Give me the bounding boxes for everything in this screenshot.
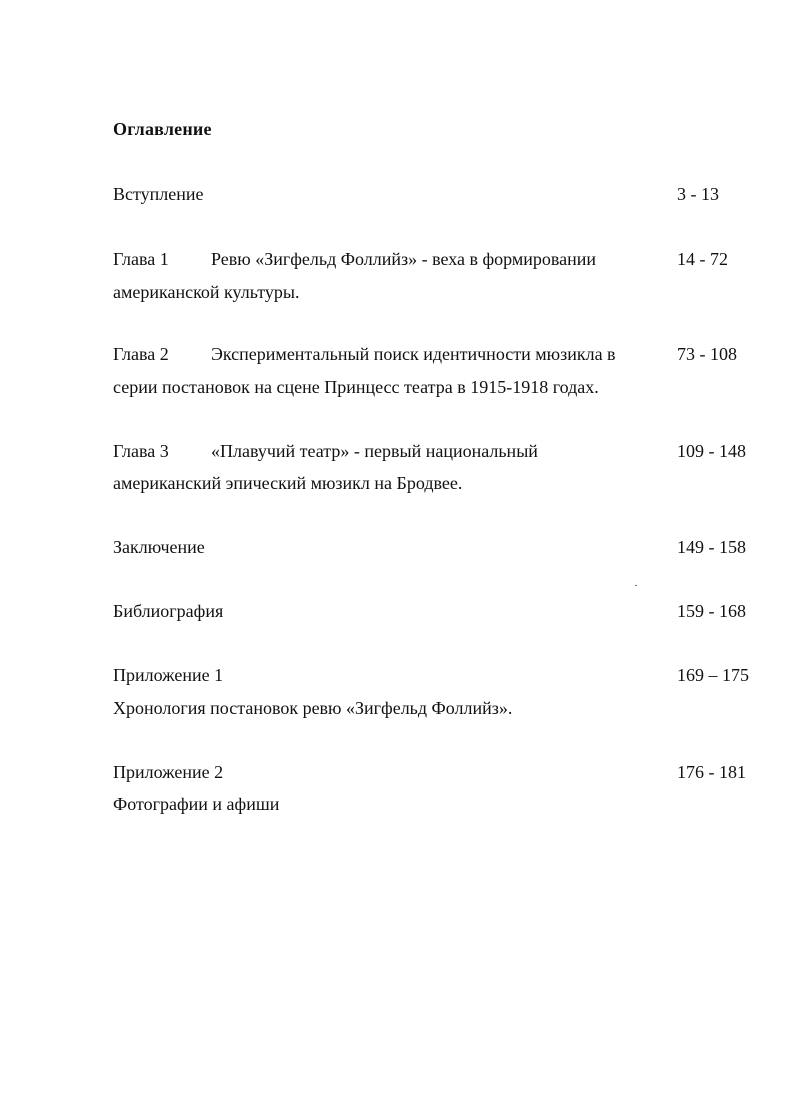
toc-entry-continuation: серии постановок на сцене Принцесс театра в 1915-1918 годах. xyxy=(113,377,599,397)
scan-speck xyxy=(635,585,637,586)
toc-entry-continuation: Фотографии и афиши xyxy=(113,794,280,814)
toc-entry-label: Приложение 2 xyxy=(113,762,224,782)
toc-entry-pages: 149 - 158 xyxy=(677,537,746,557)
toc-entry-pages: 176 - 181 xyxy=(677,762,746,782)
toc-entry-pages: 3 - 13 xyxy=(677,184,719,204)
toc-entry-label: Заключение xyxy=(113,537,205,557)
toc-entry-title: «Плавучий театр» - первый национальный xyxy=(211,441,538,461)
toc-entry-pages: 169 – 175 xyxy=(677,665,749,685)
toc-entry-label: Глава 3 xyxy=(113,441,169,461)
toc-entry-label: Глава 2 xyxy=(113,344,169,364)
toc-entry-pages: 159 - 168 xyxy=(677,601,746,621)
toc-entry-label: Библиография xyxy=(113,601,224,621)
toc-entry-continuation: американский эпический мюзикл на Бродвее. xyxy=(113,473,463,493)
toc-entry-label: Глава 1 xyxy=(113,249,169,269)
toc-entry-label: Вступление xyxy=(113,184,204,204)
toc-entry-pages: 73 - 108 xyxy=(677,344,737,364)
toc-entry-continuation: американской культуры. xyxy=(113,282,300,302)
toc-entry-title: Экспериментальный поиск идентичности мюзикла в xyxy=(211,344,616,364)
toc-entry-continuation: Хронология постановок ревю «Зигфельд Фоллийз». xyxy=(113,698,513,718)
toc-entry-pages: 109 - 148 xyxy=(677,441,746,461)
page-title: Оглавление xyxy=(113,119,212,139)
toc-entry-title: Ревю «Зигфельд Фоллийз» - веха в формировании xyxy=(211,249,597,269)
toc-entry-label: Приложение 1 xyxy=(113,665,224,685)
toc-entry-pages: 14 - 72 xyxy=(677,249,728,269)
